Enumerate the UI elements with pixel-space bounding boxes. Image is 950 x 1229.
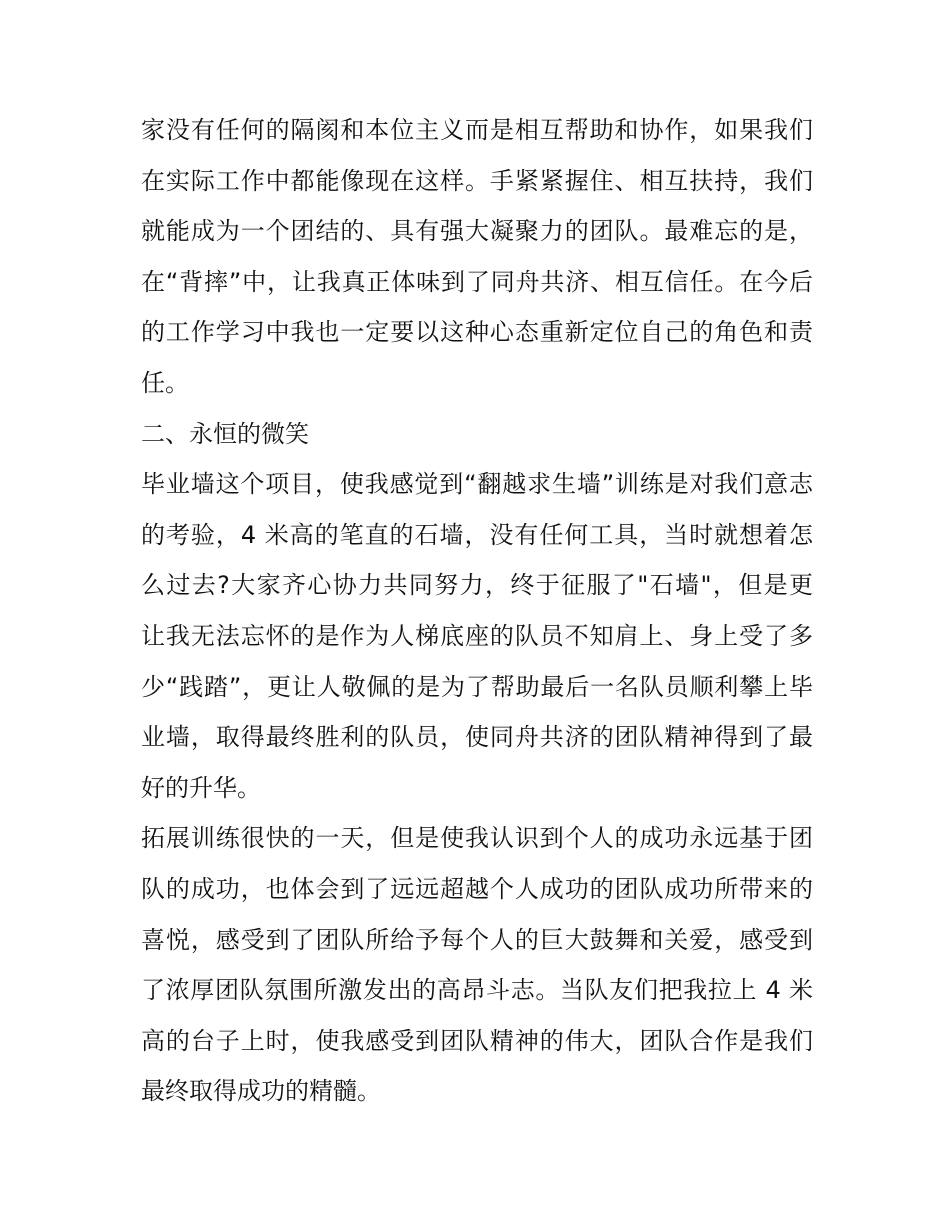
- text-line: 好的升华。: [141, 773, 261, 802]
- text-line: 少“践踏”，更让人敬佩的是为了帮助最后一名队员顺利攀上毕: [141, 672, 813, 701]
- text-line: 在“背摔”中，让我真正体味到了同舟共济、相互信任。在今后: [141, 267, 813, 296]
- document-body: [141, 105, 813, 1117]
- text-line: 在实际工作中都能像现在这样。手紧紧握住、相互扶持，我们: [141, 166, 813, 195]
- section-heading: 二、永恒的微笑: [141, 419, 309, 448]
- text-line: 的工作学习中我也一定要以这种心态重新定位自己的角色和责: [141, 318, 813, 347]
- text-line: 最终取得成功的精髓。: [141, 1077, 381, 1106]
- text-line: 任。: [141, 368, 189, 397]
- text-line: 让我无法忘怀的是作为人梯底座的队员不知肩上、身上受了多: [141, 621, 813, 650]
- text-line: 的考验，4 米高的笔直的石墙，没有任何工具，当时就想着怎: [141, 520, 813, 549]
- text-line: 队的成功，也体会到了远远超越个人成功的团队成功所带来的: [141, 874, 813, 903]
- text-line: 业墙，取得最终胜利的队员，使同舟共济的团队精神得到了最: [141, 723, 813, 752]
- text-line: 了浓厚团队氛围所激发出的高昂斗志。当队友们把我拉上 4 米: [141, 976, 813, 1005]
- text-line: 就能成为一个团结的、具有强大凝聚力的团队。最难忘的是，: [141, 217, 813, 246]
- text-line: 喜悦，感受到了团队所给予每个人的巨大鼓舞和关爱，感受到: [141, 925, 813, 954]
- text-line: 拓展训练很快的一天，但是使我认识到个人的成功永远基于团: [141, 824, 813, 853]
- text-line: 么过去?大家齐心协力共同努力，终于征服了"石墙"，但是更: [141, 571, 813, 600]
- text-line: 家没有任何的隔阂和本位主义而是相互帮助和协作，如果我们: [141, 116, 813, 144]
- text-line: 高的台子上时，使我感受到团队精神的伟大，团队合作是我们: [141, 1026, 813, 1055]
- text-line: 毕业墙这个项目，使我感觉到“翻越求生墙”训练是对我们意志: [141, 470, 813, 499]
